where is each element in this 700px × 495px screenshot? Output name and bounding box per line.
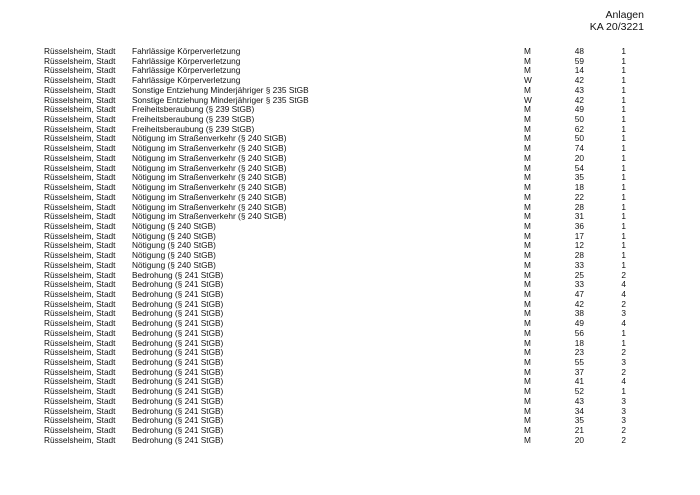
- age-cell: 34: [574, 405, 584, 416]
- age-cell: 43: [574, 395, 584, 406]
- offense-cell: Bedrohung (§ 241 StGB): [132, 298, 224, 309]
- city-cell: Rüsselsheim, Stadt: [44, 347, 116, 358]
- count-cell: 1: [621, 259, 626, 270]
- sex-cell: M: [524, 288, 531, 299]
- offense-cell: Bedrohung (§ 241 StGB): [132, 347, 224, 358]
- age-cell: 47: [574, 288, 584, 299]
- age-cell: 49: [574, 104, 584, 115]
- age-cell: 49: [574, 318, 584, 329]
- city-cell: Rüsselsheim, Stadt: [44, 308, 116, 319]
- count-cell: 1: [621, 152, 626, 163]
- count-cell: 1: [621, 94, 626, 105]
- offense-cell: Nötigung im Straßenverkehr (§ 240 StGB): [132, 191, 287, 202]
- count-cell: 1: [621, 191, 626, 202]
- age-cell: 37: [574, 366, 584, 377]
- sex-cell: M: [524, 172, 531, 183]
- age-cell: 41: [574, 376, 584, 387]
- age-cell: 62: [574, 123, 584, 134]
- city-cell: Rüsselsheim, Stadt: [44, 434, 116, 445]
- count-cell: 1: [621, 172, 626, 183]
- sex-cell: M: [524, 191, 531, 202]
- sex-cell: M: [524, 143, 531, 154]
- count-cell: 1: [621, 65, 626, 76]
- count-cell: 1: [621, 182, 626, 193]
- sex-cell: W: [524, 94, 532, 105]
- sex-cell: M: [524, 337, 531, 348]
- sex-cell: M: [524, 104, 531, 115]
- city-cell: Rüsselsheim, Stadt: [44, 425, 116, 436]
- count-cell: 1: [621, 327, 626, 338]
- age-cell: 12: [574, 240, 584, 251]
- sex-cell: M: [524, 434, 531, 445]
- offense-cell: Bedrohung (§ 241 StGB): [132, 395, 224, 406]
- age-cell: 74: [574, 143, 584, 154]
- sex-cell: M: [524, 415, 531, 426]
- sex-cell: M: [524, 182, 531, 193]
- count-cell: 1: [621, 123, 626, 134]
- sex-cell: M: [524, 366, 531, 377]
- city-cell: Rüsselsheim, Stadt: [44, 114, 116, 125]
- age-cell: 42: [574, 298, 584, 309]
- city-cell: Rüsselsheim, Stadt: [44, 104, 116, 115]
- age-cell: 42: [574, 94, 584, 105]
- city-cell: Rüsselsheim, Stadt: [44, 162, 116, 173]
- offense-cell: Fahrlässige Körperverletzung: [132, 46, 241, 56]
- city-cell: Rüsselsheim, Stadt: [44, 405, 116, 416]
- sex-cell: W: [524, 75, 532, 86]
- offense-cell: Fahrlässige Körperverletzung: [132, 55, 241, 66]
- age-cell: 18: [574, 337, 584, 348]
- city-cell: Rüsselsheim, Stadt: [44, 288, 116, 299]
- city-cell: Rüsselsheim, Stadt: [44, 65, 116, 76]
- offense-cell: Nötigung (§ 240 StGB): [132, 240, 216, 251]
- offense-cell: Bedrohung (§ 241 StGB): [132, 288, 224, 299]
- data-table: [0, 47, 700, 445]
- city-cell: Rüsselsheim, Stadt: [44, 152, 116, 163]
- age-cell: 50: [574, 114, 584, 125]
- city-cell: Rüsselsheim, Stadt: [44, 279, 116, 290]
- offense-cell: Bedrohung (§ 241 StGB): [132, 279, 224, 290]
- age-cell: 28: [574, 201, 584, 212]
- offense-cell: Sonstige Entziehung Minderjähriger § 235 StGB: [132, 94, 309, 105]
- sex-cell: M: [524, 327, 531, 338]
- offense-cell: Bedrohung (§ 241 StGB): [132, 425, 224, 436]
- offense-cell: Nötigung im Straßenverkehr (§ 240 StGB): [132, 211, 287, 222]
- sex-cell: M: [524, 425, 531, 436]
- count-cell: 1: [621, 240, 626, 251]
- city-cell: Rüsselsheim, Stadt: [44, 123, 116, 134]
- offense-cell: Nötigung im Straßenverkehr (§ 240 StGB): [132, 201, 287, 212]
- offense-cell: Nötigung im Straßenverkehr (§ 240 StGB): [132, 162, 287, 173]
- age-cell: 33: [574, 259, 584, 270]
- offense-cell: Bedrohung (§ 241 StGB): [132, 318, 224, 329]
- count-cell: 1: [621, 250, 626, 261]
- offense-cell: Bedrohung (§ 241 StGB): [132, 386, 224, 397]
- count-cell: 3: [621, 395, 626, 406]
- count-cell: 2: [621, 298, 626, 309]
- city-cell: Rüsselsheim, Stadt: [44, 376, 116, 387]
- count-cell: 1: [621, 55, 626, 66]
- document-header: [590, 9, 644, 33]
- age-cell: 35: [574, 415, 584, 426]
- sex-cell: M: [524, 162, 531, 173]
- count-cell: 4: [621, 288, 626, 299]
- count-cell: 3: [621, 415, 626, 426]
- count-cell: 1: [621, 133, 626, 144]
- city-cell: Rüsselsheim, Stadt: [44, 415, 116, 426]
- age-cell: 54: [574, 162, 584, 173]
- sex-cell: M: [524, 259, 531, 270]
- age-cell: 56: [574, 327, 584, 338]
- sex-cell: M: [524, 114, 531, 125]
- sex-cell: M: [524, 123, 531, 134]
- offense-cell: Bedrohung (§ 241 StGB): [132, 376, 224, 387]
- city-cell: Rüsselsheim, Stadt: [44, 75, 116, 86]
- count-cell: 3: [621, 357, 626, 367]
- city-cell: Rüsselsheim, Stadt: [44, 220, 116, 231]
- count-cell: 4: [621, 279, 626, 290]
- sex-cell: M: [524, 84, 531, 95]
- sex-cell: M: [524, 211, 531, 222]
- count-cell: 2: [621, 434, 626, 445]
- count-cell: 4: [621, 318, 626, 329]
- offense-cell: Fahrlässige Körperverletzung: [132, 75, 241, 86]
- age-cell: 36: [574, 220, 584, 231]
- offense-cell: Freiheitsberaubung (§ 239 StGB): [132, 123, 255, 134]
- sex-cell: M: [524, 65, 531, 76]
- city-cell: Rüsselsheim, Stadt: [44, 318, 116, 329]
- count-cell: 2: [621, 269, 626, 280]
- sex-cell: M: [524, 376, 531, 387]
- age-cell: 20: [574, 152, 584, 163]
- age-cell: 50: [574, 133, 584, 144]
- age-cell: 23: [574, 347, 584, 358]
- offense-cell: Nötigung (§ 240 StGB): [132, 220, 216, 231]
- sex-cell: M: [524, 220, 531, 231]
- sex-cell: M: [524, 308, 531, 319]
- age-cell: 25: [574, 269, 584, 280]
- count-cell: 1: [621, 104, 626, 115]
- sex-cell: M: [524, 55, 531, 66]
- count-cell: 1: [621, 75, 626, 86]
- count-cell: 2: [621, 366, 626, 377]
- offense-cell: Freiheitsberaubung (§ 239 StGB): [132, 104, 255, 115]
- age-cell: 52: [574, 386, 584, 397]
- count-cell: 4: [621, 376, 626, 387]
- sex-cell: M: [524, 46, 531, 56]
- count-cell: 3: [621, 405, 626, 416]
- city-cell: Rüsselsheim, Stadt: [44, 240, 116, 251]
- age-cell: 21: [574, 425, 584, 436]
- age-cell: 20: [574, 434, 584, 445]
- sex-cell: M: [524, 395, 531, 406]
- city-cell: Rüsselsheim, Stadt: [44, 84, 116, 95]
- header-document-number: KA 20/3221: [589, 21, 644, 33]
- offense-cell: Bedrohung (§ 241 StGB): [132, 337, 224, 348]
- offense-cell: Bedrohung (§ 241 StGB): [132, 415, 224, 426]
- sex-cell: M: [524, 405, 531, 416]
- age-cell: 22: [574, 191, 584, 202]
- sex-cell: M: [524, 347, 531, 358]
- offense-cell: Nötigung (§ 240 StGB): [132, 250, 216, 261]
- city-cell: Rüsselsheim, Stadt: [44, 94, 116, 105]
- sex-cell: M: [524, 269, 531, 280]
- age-cell: 38: [574, 308, 584, 319]
- city-cell: Rüsselsheim, Stadt: [44, 230, 116, 241]
- offense-cell: Bedrohung (§ 241 StGB): [132, 405, 224, 416]
- count-cell: 1: [621, 230, 626, 241]
- offense-cell: Nötigung (§ 240 StGB): [132, 230, 216, 241]
- offense-cell: Bedrohung (§ 241 StGB): [132, 269, 224, 280]
- offense-cell: Bedrohung (§ 241 StGB): [132, 308, 224, 319]
- count-cell: 1: [621, 84, 626, 95]
- age-cell: 31: [574, 211, 584, 222]
- city-cell: Rüsselsheim, Stadt: [44, 327, 116, 338]
- city-cell: Rüsselsheim, Stadt: [44, 298, 116, 309]
- city-cell: Rüsselsheim, Stadt: [44, 386, 116, 397]
- offense-cell: Bedrohung (§ 241 StGB): [132, 327, 224, 338]
- age-cell: 18: [574, 182, 584, 193]
- count-cell: 1: [621, 211, 626, 222]
- count-cell: 1: [621, 143, 626, 154]
- sex-cell: M: [524, 201, 531, 212]
- offense-cell: Nötigung im Straßenverkehr (§ 240 StGB): [132, 172, 287, 183]
- age-cell: 55: [574, 357, 584, 367]
- age-cell: 33: [574, 279, 584, 290]
- city-cell: Rüsselsheim, Stadt: [44, 182, 116, 193]
- offense-cell: Bedrohung (§ 241 StGB): [132, 434, 224, 445]
- count-cell: 1: [621, 114, 626, 125]
- city-cell: Rüsselsheim, Stadt: [44, 133, 116, 144]
- sex-cell: M: [524, 230, 531, 241]
- count-cell: 1: [621, 46, 626, 56]
- header-annex-label: Anlagen: [605, 9, 644, 21]
- offense-cell: Bedrohung (§ 241 StGB): [132, 357, 224, 367]
- sex-cell: M: [524, 250, 531, 261]
- city-cell: Rüsselsheim, Stadt: [44, 250, 116, 261]
- age-cell: 35: [574, 172, 584, 183]
- table-row: [0, 436, 700, 446]
- offense-cell: Fahrlässige Körperverletzung: [132, 65, 241, 76]
- age-cell: 14: [574, 65, 584, 76]
- city-cell: Rüsselsheim, Stadt: [44, 259, 116, 270]
- offense-cell: Freiheitsberaubung (§ 239 StGB): [132, 114, 255, 125]
- count-cell: 1: [621, 386, 626, 397]
- age-cell: 48: [574, 46, 584, 56]
- offense-cell: Nötigung im Straßenverkehr (§ 240 StGB): [132, 182, 287, 193]
- sex-cell: M: [524, 240, 531, 251]
- offense-cell: Nötigung im Straßenverkehr (§ 240 StGB): [132, 133, 287, 144]
- count-cell: 1: [621, 162, 626, 173]
- city-cell: Rüsselsheim, Stadt: [44, 191, 116, 202]
- count-cell: 1: [621, 201, 626, 212]
- count-cell: 2: [621, 347, 626, 358]
- sex-cell: M: [524, 279, 531, 290]
- offense-cell: Sonstige Entziehung Minderjähriger § 235 StGB: [132, 84, 309, 95]
- sex-cell: M: [524, 357, 531, 367]
- count-cell: 1: [621, 337, 626, 348]
- offense-cell: Nötigung im Straßenverkehr (§ 240 StGB): [132, 152, 287, 163]
- count-cell: 1: [621, 220, 626, 231]
- city-cell: Rüsselsheim, Stadt: [44, 211, 116, 222]
- age-cell: 43: [574, 84, 584, 95]
- city-cell: Rüsselsheim, Stadt: [44, 172, 116, 183]
- sex-cell: M: [524, 318, 531, 329]
- city-cell: Rüsselsheim, Stadt: [44, 357, 116, 367]
- age-cell: 17: [574, 230, 584, 241]
- offense-cell: Nötigung (§ 240 StGB): [132, 259, 216, 270]
- offense-cell: Nötigung im Straßenverkehr (§ 240 StGB): [132, 143, 287, 154]
- age-cell: 42: [574, 75, 584, 86]
- sex-cell: M: [524, 386, 531, 397]
- sex-cell: M: [524, 133, 531, 144]
- sex-cell: M: [524, 152, 531, 163]
- city-cell: Rüsselsheim, Stadt: [44, 395, 116, 406]
- city-cell: Rüsselsheim, Stadt: [44, 201, 116, 212]
- age-cell: 28: [574, 250, 584, 261]
- offense-cell: Bedrohung (§ 241 StGB): [132, 366, 224, 377]
- city-cell: Rüsselsheim, Stadt: [44, 143, 116, 154]
- city-cell: Rüsselsheim, Stadt: [44, 55, 116, 66]
- city-cell: Rüsselsheim, Stadt: [44, 269, 116, 280]
- sex-cell: M: [524, 298, 531, 309]
- count-cell: 2: [621, 425, 626, 436]
- city-cell: Rüsselsheim, Stadt: [44, 366, 116, 377]
- city-cell: Rüsselsheim, Stadt: [44, 337, 116, 348]
- city-cell: Rüsselsheim, Stadt: [44, 46, 116, 56]
- age-cell: 59: [574, 55, 584, 66]
- count-cell: 3: [621, 308, 626, 319]
